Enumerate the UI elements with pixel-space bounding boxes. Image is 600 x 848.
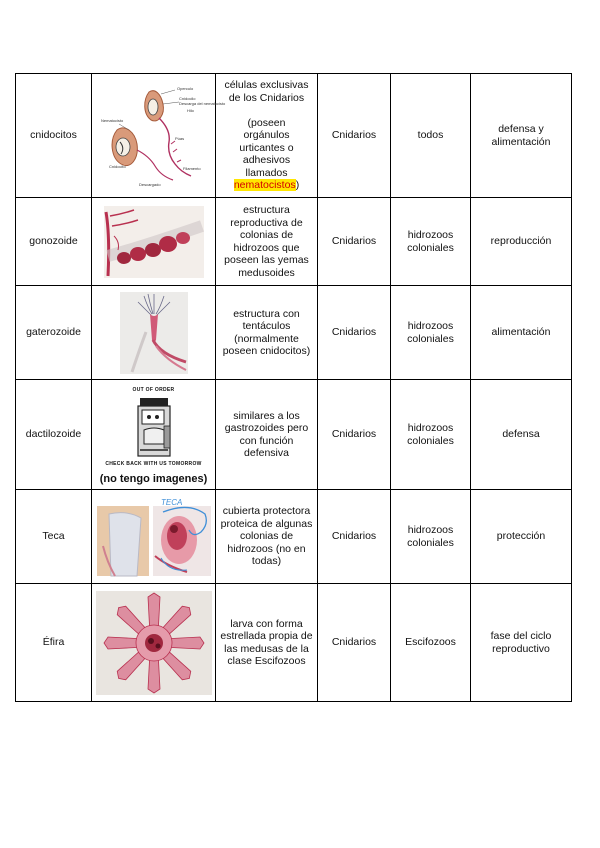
description-cell: larva con forma estrellada propia de las medusas de la clase Escifozoos bbox=[216, 584, 318, 702]
scope-cell: hidrozoos coloniales bbox=[391, 286, 471, 380]
group-cell: Cnidarios bbox=[318, 286, 391, 380]
term-cell: dactilozoide bbox=[16, 380, 92, 490]
table-row bbox=[16, 286, 572, 380]
function-cell: defensa bbox=[471, 380, 572, 490]
term-cell: gaterozoide bbox=[16, 286, 92, 380]
scope-cell: hidrozoos coloniales bbox=[391, 490, 471, 584]
description-cell: cubierta protectora proteica de algunas colonias de hidrozoos (no en todas) bbox=[216, 490, 318, 584]
group-cell: Cnidarios bbox=[318, 380, 391, 490]
description-cell: estructura reproductiva de colonias de hidrozoos que poseen las yemas medusoides bbox=[216, 198, 318, 286]
description-cell: estructura con tentáculos (normalmente poseen cnidocitos) bbox=[216, 286, 318, 380]
image-cell bbox=[92, 490, 216, 584]
gastrozooid-micrograph-image bbox=[120, 292, 188, 374]
sign-caption: CHECK BACK WITH US TOMORROW bbox=[105, 461, 202, 468]
diagram-label: Filamento bbox=[182, 165, 201, 171]
description-line: adhesivos bbox=[242, 154, 291, 167]
table-row bbox=[16, 380, 572, 490]
term-cell: Éfira bbox=[16, 584, 92, 702]
scope-cell: hidrozoos coloniales bbox=[391, 198, 471, 286]
diagram-label: Cnidocilo bbox=[178, 95, 195, 101]
description-line: de los Cnidarios bbox=[228, 91, 305, 104]
sign-heading: OUT OF ORDER bbox=[132, 386, 175, 393]
group-cell: Cnidarios bbox=[318, 74, 391, 198]
description-suffix: ) bbox=[295, 179, 300, 192]
theca-annotation: TECA bbox=[160, 497, 182, 507]
out-of-order-sign-image bbox=[130, 396, 178, 458]
description-line: llamados bbox=[245, 166, 288, 179]
function-cell: alimentación bbox=[471, 286, 572, 380]
function-cell: reproducción bbox=[471, 198, 572, 286]
scope-cell: todos bbox=[391, 74, 471, 198]
group-cell: Cnidarios bbox=[318, 198, 391, 286]
description-cell: similares a los gastrozoides pero con función defensiva bbox=[216, 380, 318, 490]
diagram-label: Púas bbox=[174, 135, 184, 141]
table-row bbox=[16, 74, 572, 198]
diagram-label: Nematocisto bbox=[100, 117, 123, 123]
term-cell: Teca bbox=[16, 490, 92, 584]
table-row bbox=[16, 490, 572, 584]
description-cell bbox=[216, 74, 318, 198]
gonozoid-micrograph-image bbox=[104, 206, 204, 278]
ephyra-micrograph-image bbox=[96, 591, 212, 695]
description-line: orgánulos bbox=[243, 129, 290, 142]
function-cell: fase del ciclo reproductivo bbox=[471, 584, 572, 702]
term-cell: gonozoide bbox=[16, 198, 92, 286]
no-images-note: (no tengo imagenes) bbox=[99, 472, 208, 485]
diagram-label: Descarga del nematocisto bbox=[178, 100, 225, 106]
highlighted-term: nematocistos bbox=[233, 179, 296, 192]
group-cell: Cnidarios bbox=[318, 584, 391, 702]
image-cell bbox=[92, 286, 216, 380]
cnidocyte-diagram-image bbox=[99, 80, 225, 192]
theca-micrographs-image bbox=[97, 496, 211, 578]
scope-cell: hidrozoos coloniales bbox=[391, 380, 471, 490]
scope-cell: Escifozoos bbox=[391, 584, 471, 702]
image-cell bbox=[92, 74, 225, 198]
image-cell bbox=[92, 380, 216, 490]
description-line: urticantes o bbox=[239, 141, 294, 154]
image-cell bbox=[92, 584, 216, 702]
description-line: (poseen bbox=[247, 116, 286, 129]
term-cell: cnidocitos bbox=[16, 74, 92, 198]
diagram-label: Operculo bbox=[176, 85, 193, 91]
function-cell: protección bbox=[471, 490, 572, 584]
description-line: células exclusivas bbox=[224, 79, 309, 92]
cnidarian-structures-table bbox=[15, 73, 572, 702]
table-row bbox=[16, 584, 572, 702]
function-cell: defensa y alimentación bbox=[471, 74, 572, 198]
diagram-label: Cnidocito bbox=[108, 163, 126, 169]
image-cell bbox=[92, 198, 216, 286]
diagram-label: Hilo bbox=[186, 107, 194, 113]
diagram-label: Descargado bbox=[138, 181, 161, 187]
table-row bbox=[16, 198, 572, 286]
group-cell: Cnidarios bbox=[318, 490, 391, 584]
